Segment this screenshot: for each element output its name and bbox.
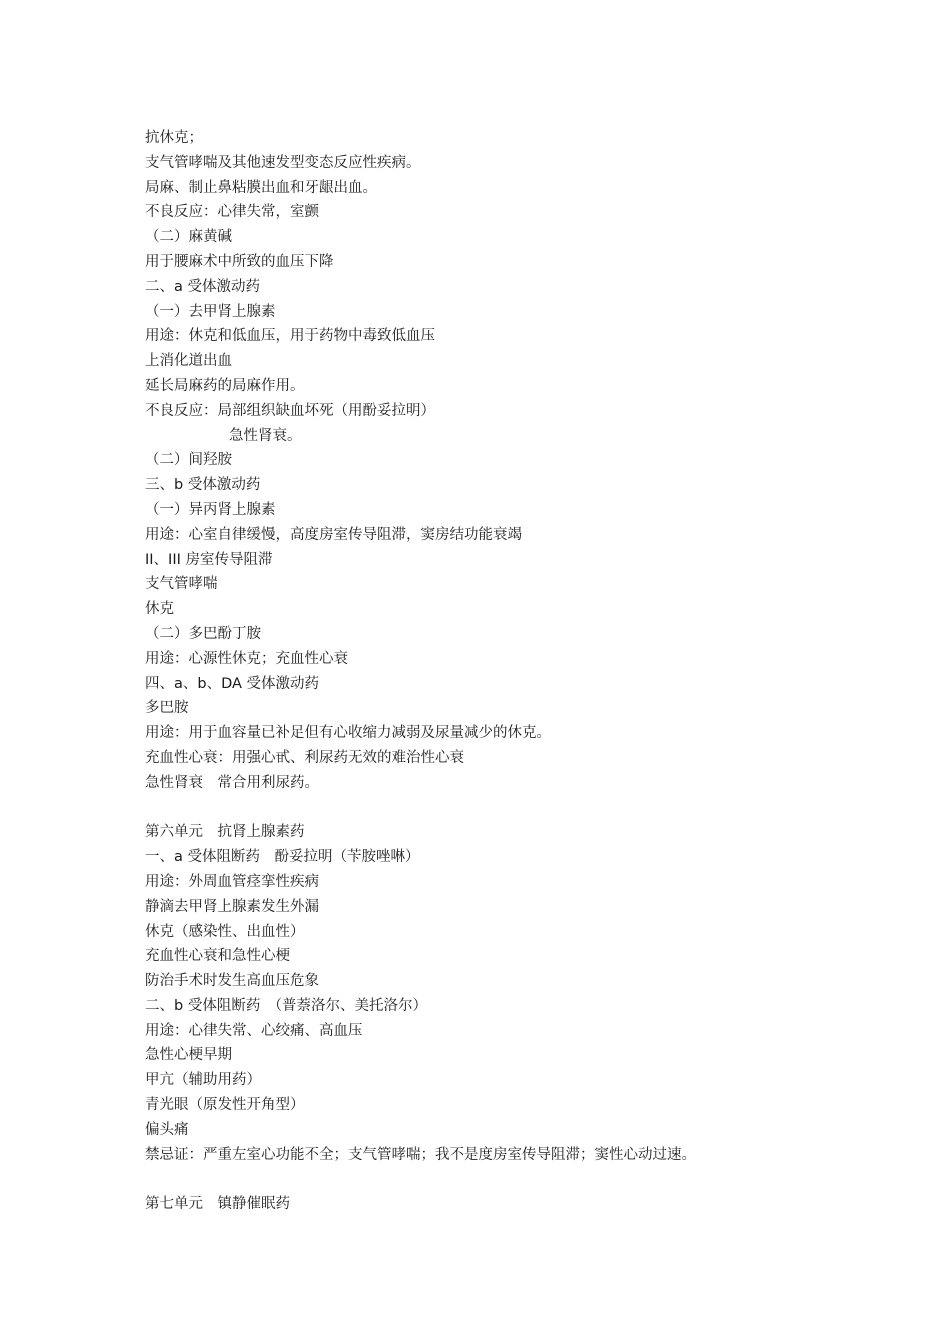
text-line: 不良反应：局部组织缺血坏死（用酚妥拉明） <box>145 402 435 419</box>
text-line: 支气管哮喘及其他速发型变态反应性疾病。 <box>145 154 421 171</box>
unit-heading: 第七单元 镇静催眠药 <box>145 1196 290 1213</box>
subsection-heading: （二）多巴酚丁胺 <box>145 625 261 642</box>
text-line: 支气管哮喘 <box>145 576 218 593</box>
text-line: 抗休克； <box>145 130 203 146</box>
text-line: 用于腰麻术中所致的血压下降 <box>145 253 334 270</box>
text-line: 甲亢（辅助用药） <box>145 1072 261 1089</box>
blank-line <box>145 1167 905 1192</box>
text-line: 充血性心衰和急性心梗 <box>145 948 290 965</box>
text-line: 休克（感染性、出血性） <box>145 923 305 940</box>
section-heading: 四、a、b、DA 受体激动药 <box>145 675 320 692</box>
section-heading: 二、b 受体阻断药 （普萘洛尔、美托洛尔） <box>145 997 428 1014</box>
text-line: 充血性心衰：用强心甙、利尿药无效的难治性心衰 <box>145 749 464 766</box>
text-line: 用途：休克和低血压，用于药物中毒致低血压 <box>145 328 435 345</box>
section-heading: 三、b 受体激动药 <box>145 477 261 494</box>
subsection-heading: （二）麻黄碱 <box>145 229 232 246</box>
subsection-heading: （二）间羟胺 <box>145 452 232 469</box>
text-line: 禁忌证：严重左室心功能不全；支气管哮喘；我不是度房室传导阻滞；窦性心动过速。 <box>145 1146 696 1163</box>
text-line: 多巴胺 <box>145 700 189 717</box>
text-line: 休克 <box>145 601 174 618</box>
text-line: 静滴去甲肾上腺素发生外漏 <box>145 898 319 915</box>
text-line: 不良反应：心律失常，室颤 <box>145 204 319 221</box>
section-heading: 二、a 受体激动药 <box>145 278 260 295</box>
subsection-heading: （一）去甲肾上腺素 <box>145 303 276 320</box>
text-line: 延长局麻药的局麻作用。 <box>145 377 305 394</box>
text-line: 上消化道出血 <box>145 353 232 370</box>
text-line: 用途：用于血容量已补足但有心收缩力减弱及尿量减少的休克。 <box>145 725 551 742</box>
text-line: 局麻、制止鼻粘膜出血和牙龈出血。 <box>145 179 377 196</box>
unit-heading: 第六单元 抗肾上腺素药 <box>145 824 305 841</box>
section-heading: 一、a 受体阻断药 酚妥拉明（苄胺唑啉） <box>145 849 420 866</box>
text-line: 青光眼（原发性开角型） <box>145 1097 305 1114</box>
text-line: 用途：心律失常、心绞痛、高血压 <box>145 1022 363 1039</box>
text-line: 急性肾衰 常合用利尿药。 <box>145 774 319 791</box>
text-line: 偏头痛 <box>145 1121 189 1138</box>
text-line-indented: 急性肾衰。 <box>229 427 302 444</box>
document-body <box>145 126 905 1217</box>
text-line: 用途：心源性休克；充血性心衰 <box>145 650 348 667</box>
blank-line <box>145 796 905 821</box>
text-line: 用途：外周血管痉挛性疾病 <box>145 873 319 890</box>
text-line: 防治手术时发生高血压危象 <box>145 973 319 990</box>
text-line: II、III 房室传导阻滞 <box>145 551 273 568</box>
text-line: 急性心梗早期 <box>145 1047 232 1064</box>
subsection-heading: （一）异丙肾上腺素 <box>145 501 276 518</box>
text-line: 用途：心室自律缓慢，高度房室传导阻滞，窦房结功能衰竭 <box>145 526 522 543</box>
